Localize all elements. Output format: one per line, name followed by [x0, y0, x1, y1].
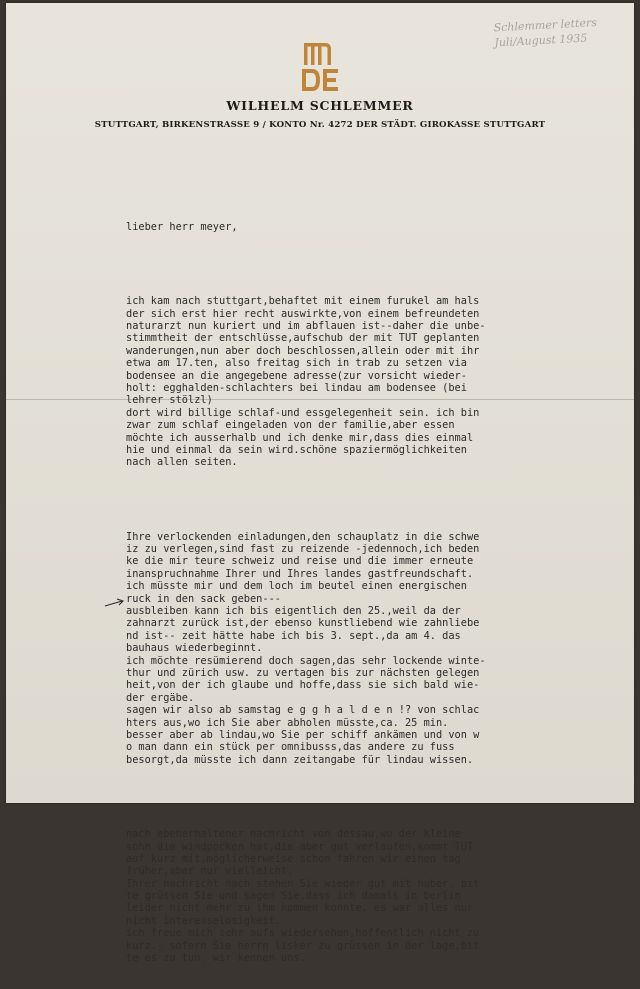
letterhead-name: WILHELM SCHLEMMER	[226, 98, 414, 113]
letter-line: kurz.- sofern Sie herrn lisker zu grüssen in der lage,bit	[126, 939, 480, 952]
letter-line: naturarzt nun kuriert und im abflauen ist--daher die unbe-	[126, 320, 486, 332]
letter-line: nicht interesselosigkeit.	[126, 914, 281, 927]
letter-line: te es zu tun. wir kennen uns.	[126, 952, 306, 965]
letter-line: sagen wir also ab samstag e g g h a l d e n !? von schlac	[126, 704, 480, 717]
letter-line: hters aus,wo ich Sie aber abholen müsste,ca. 25 min.	[126, 716, 449, 729]
letter-line: inanspruchnahme Ihrer und Ihres landes gastfreundschaft.	[126, 567, 474, 580]
letter-line: besser aber ab lindau,wo Sie per schiff ankämen und von w	[126, 728, 480, 741]
letter-line: ich freue mich sehr aufs wiedersehen,hoffentlich nicht zu	[126, 927, 480, 940]
letter-line: Ihrer nachricht nach stehen Sie wieder gut mit huber. bit	[126, 877, 480, 890]
letterhead-address: STUTTGART, BIRKENSTRASSE 9 / KONTO Nr. 4272 DER STÄDT. GIROKASSE STUTTGART	[94, 120, 546, 130]
letter-line: wanderungen,nun aber doch beschlossen,allein oder mit ihr	[126, 344, 480, 357]
letter-line: früher,aber nur vielleicht.	[126, 865, 294, 878]
pencil-line: Juli/August 1935	[494, 31, 588, 50]
letter-line: zwar zum schlaf eingeladen von der familie,aber essen	[126, 419, 455, 432]
letter-line: leider nicht mehr zu ihm kommen konnte. es war alles nur	[126, 902, 474, 915]
letter-line: auf kurz mit,möglicherweise schon fahren wir einen tag	[126, 852, 461, 865]
letter-line: sohn die windpocken hat,die aber gut verlaufen,kommt TUT	[126, 840, 474, 853]
letter-line: nach ebenerhaltener nachricht von dessau,wo der kleine	[126, 828, 461, 841]
letter-line: dort wird billige schlaf-und essgelegenheit sein. ich bin	[126, 406, 480, 419]
letter-sheet	[6, 3, 634, 965]
bauhaus-monogram-icon	[298, 39, 342, 93]
letter-line: stimmtheit der entschlüsse,aufschub der mit TUT geplanten	[126, 332, 480, 345]
letter-line: bauhaus wiederbeginnt.	[126, 642, 263, 655]
paragraph-1	[126, 295, 632, 468]
letter-line: o man dann ein stück per omnibusss,das andere zu fuss	[126, 741, 455, 754]
letter-line: ausbleiben kann ich bis eigentlich den 25.,weil da der	[126, 605, 461, 618]
letter-line: iz zu verlegen,sind fast zu reizende -jedennoch,ich beden	[126, 543, 480, 556]
letter-line: hie und einmal da sein wird.schöne spaziermöglichkeiten	[126, 443, 467, 456]
letter-line: nach allen seiten.	[126, 456, 238, 469]
salutation: lieber herr meyer,	[126, 220, 238, 233]
letter-line: ich müsste mir und dem loch im beutel einen energischen	[126, 580, 467, 593]
letter-line: nd ist-- zeit hätte habe ich bis 3. sept.,da am 4. das	[126, 629, 461, 642]
letter-line: bodensee an die angegebene adresse(zur vorsicht wieder-	[126, 369, 467, 382]
letter-line: ich möchte resümierend doch sagen,das sehr lockende winte-	[126, 654, 486, 667]
letter-line: lehrer stölzl)	[126, 394, 213, 407]
letter-line: der sich erst hier recht auswirkte,von einem befreundeten	[126, 307, 480, 320]
letter-line: ruck in den sack geben---	[126, 592, 281, 605]
letter-line: holt: egghalden-schlachters bei lindau am bodensee (bei	[126, 381, 467, 394]
letter-line: besorgt,da müsste ich dann zeitangabe für lindau wissen.	[126, 753, 474, 766]
letter-line: heit,von der ich glaube und hoffe,dass sie sich bald wie-	[126, 679, 480, 692]
letter-line: möchte ich ausserhalb und ich denke mir,dass dies einmal	[126, 431, 474, 444]
letter-line: Ihre verlockenden einladungen,den schauplatz in die schwe	[126, 530, 480, 543]
letter-line: zahnarzt zurück ist,der ebenso kunstliebend wie zahnliebe	[126, 617, 480, 630]
letter-body	[126, 196, 632, 989]
paragraph-3	[126, 828, 632, 964]
letter-line: thur und zürich usw. zu vertagen bis zur nächsten gelegen	[126, 667, 480, 679]
letter-line: te grüssen Sie und sagen Sie,dass ich damals in berlin	[126, 890, 461, 903]
letter-line: ke die mir teure schweiz und reise und die immer erneute	[126, 555, 474, 568]
letter-line: ich kam nach stuttgart,behaftet mit einem furukel am hals	[126, 295, 480, 308]
letter-line: etwa am 17.ten, also freitag sich in trab zu setzen via	[126, 357, 467, 370]
paragraph-2	[126, 531, 632, 766]
margin-arrow-icon	[104, 597, 126, 609]
letter-line: der ergäbe.	[126, 691, 195, 704]
pencil-line: Schlemmer letters	[493, 16, 598, 35]
pencil-annotation	[493, 14, 624, 51]
